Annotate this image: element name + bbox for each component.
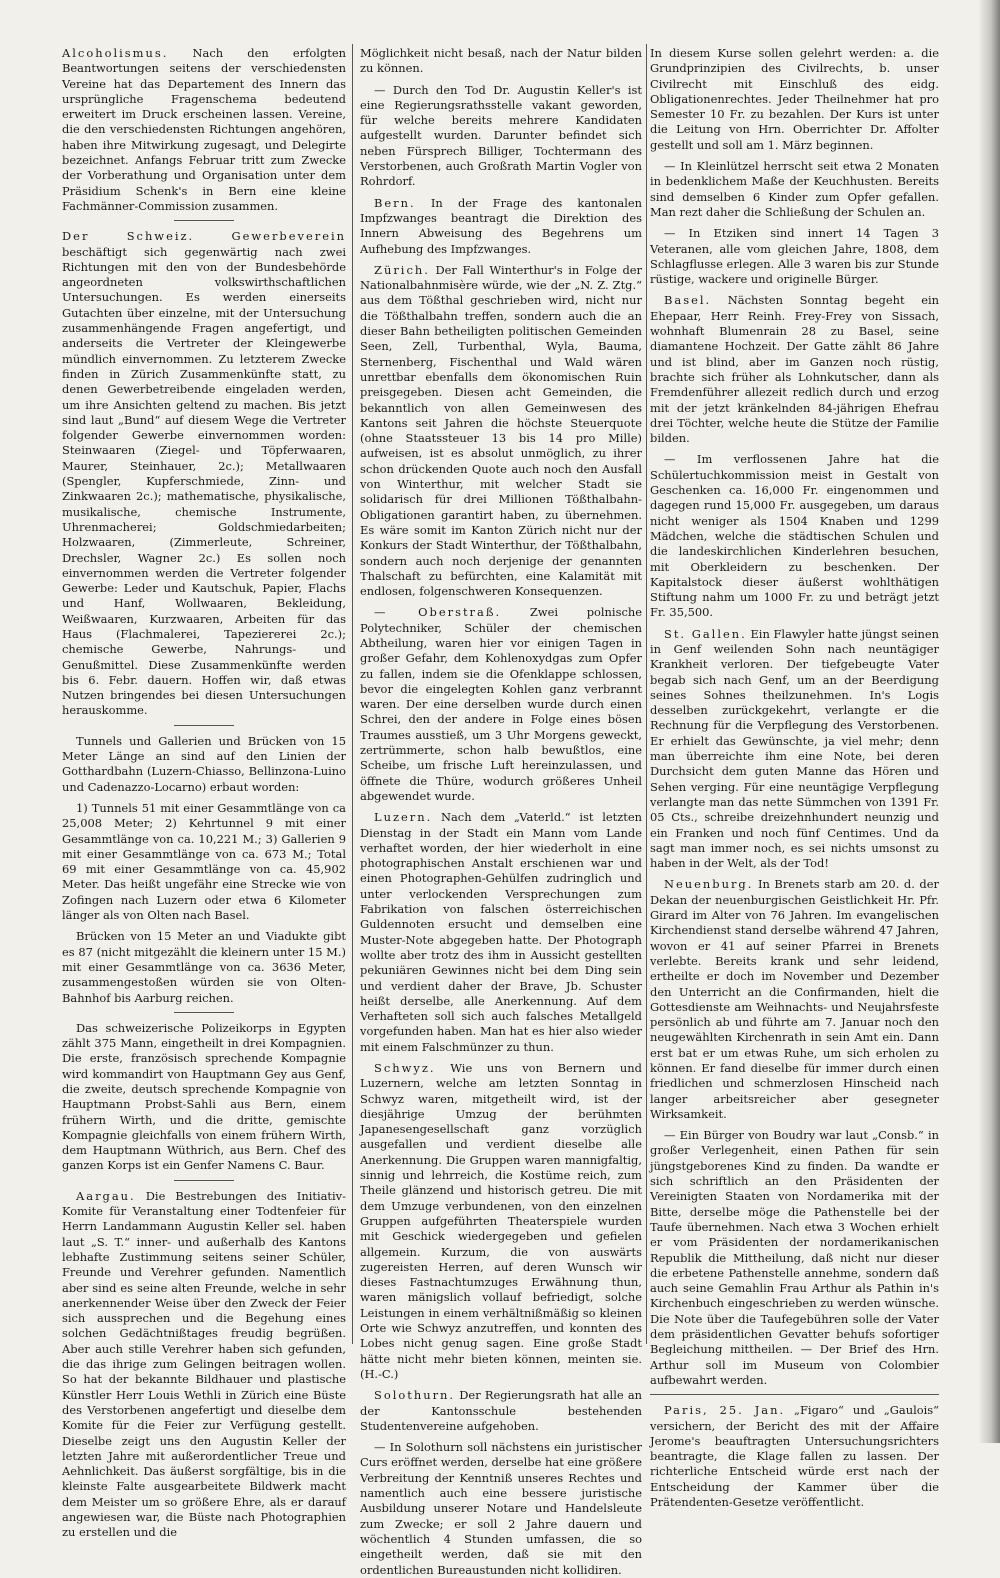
- article-solothurn-curs: [360, 1440, 642, 1578]
- article-lead: Luzern.: [374, 810, 433, 825]
- article-tod: [360, 83, 642, 190]
- article-text: Ein Flawyler hatte jüngst seinen in Genf weilenden Sohn nach neuntägiger Krankheit verloren. Der tiefgebeugte Vater begab sich nach Genf, um an der Beerdigung seines Sohnes theilzunehmen. In's Logis desselben zurückgekehrt, verlangte er die Rechnung für die Verpflegung des Verstorbenen. Er erhielt das Gewünschte, ja viel mehr; denn man überreichte ihm eine Note, bei deren Durchsicht dem guten Manne das Hören und Sehen verging. Für eine neuntägige Verpflegung verlangte man das nette Sümmchen von 1391 Fr. 05 Cts., schreibe dreizehnhundert neunzig und ein Franken und noch fünf Centimes. Und da sagt man immer noch, es sei nichts umsonst zu haben in der Welt, als der Tod!: [650, 626, 940, 871]
- separator: [174, 1180, 234, 1181]
- article-bern: [360, 196, 642, 257]
- article-text: — Ein Bürger von Boudry war laut „Consb.“ in großer Verlegenheit, einen Pathen für sein jüngstgeborenes Kind zu finden. Da wandte er sich schriftlich an den Präsidenten der Vereinigten Staaten von Nordamerika mit der Bitte, derselbe möge die Pathenstelle bei der Taufe übernehmen. Nach etwa 3 Wochen erhielt er vom Präsidenten der nordamerikanischen Republik die Mittheilung, daß nicht nur dieser die erbetene Pathenstelle annehme, sondern daß auch seine Gemahlin Frau Arthur als Pathin in's Kirchenbuch eingeschrieben zu werden wünsche. Die Note über die Taufegebühren solle der Vater dem präsidentlichen Gevatter behufs sofortiger Begleichung mittheilen. — Der Brief des Hrn. Arthur soll im Museum von Colombier aufbewahrt werden.: [650, 1128, 939, 1387]
- article-text: Zwei polnische Polytechniker, Schüler der chemischen Abtheilung, waren hier vor einigen Tagen in großer Gefahr, dem Kohlenoxydgas zum Opfer zu fallen, indem sie die Ofenklappe schlossen, bevor die eingelegten Kohlen ganz verbrannt waren. Der eine derselben wurde durch einen Schrei, den der andere in Folge eines bösen Traumes ausstieß, um 3 Uhr Morgens geweckt, zertrümmerte, schon halb bewußtlos, eine Scheibe, um frische Luft hereinzulassen, und öffnete die Thüre, wodurch größeres Unheil abgewendet wurde.: [360, 605, 642, 803]
- article-etziken: [650, 226, 939, 287]
- column-middle: [360, 46, 643, 1577]
- article-text: beschäftigt sich gegenwärtig nach zwei Richtungen mit den von der Bundesbehörde angeordneten volkswirthschaftlichen Untersuchungen. Es werden einerseits Gutachten über einzelne, mit der Untersuchung zusammenhängende Fragen angefertigt, und anderseits die Vertreter der Kleingewerbe mündlich einvernommen. Zu letzterem Zwecke finden in Zürich Zusammenkünfte statt, zu denen Gewerbetreibende eingeladen werden, um ihre Ansichten geltend zu machen. Bis jetzt sind laut „Bund“ auf diesem Wege die Vertreter folgender Gewerbe einvernommen worden: Steinwaaren (Ziegel- und Töpferwaaren, Maurer, Steinhauer, 2c.); Metallwaaren (Spengler, Kupferschmiede, Zinn- und Zinkwaaren 2c.); mathematische, physikalische, musikalische, chemische Instrumente, Uhrenmacherei; Goldschmiedarbeiten; Holzwaaren, (Zimmerleute, Schreiner, Drechsler, Wagner 2c.) Es sollen noch einvernommen werden die Vertreter folgender Gewerbe: Leder und Kautschuk, Papier, Flachs und Hanf, Wollwaaren, Bekleidung, Weißwaaren, Kurzwaaren, Arbeiten für das Haus (Flachmalerei, Tapeziererei 2c.); chemische Gewerbe, Nahrungs- und Genußmittel. Diese Zusammenkünfte werden bis 6. Febr. dauern. Hoffen wir, daß etwas Nutzen bringendes bei diesen Untersuchungen herauskomme.: [62, 244, 346, 718]
- article-text: Möglichkeit nicht besaß, nach der Natur bilden zu können.: [360, 46, 642, 76]
- article-egypten: [62, 1021, 346, 1174]
- article-lead: Solothurn.: [374, 1388, 456, 1403]
- article-lead: Neuenburg.: [664, 877, 754, 892]
- article-moeglich: [360, 46, 642, 77]
- article-text: Nach dem „Vaterld.“ ist letzten Dienstag in der Stadt ein Mann vom Lande verhaftet worden, der hier wiederholt in eine photographischen Anstalt erschienen war und einen Photographen-Gehülfen zudringlich und unter verlockenden Versprechungen zum Fabrikation von falschen österreichischen Guldennoten ersucht und demselben eine Muster-Note abgegeben hatte. Der Photograph wollte aber trotz des ihm in Aussicht gestellten pekuniären Gewinnes nicht bei dem Ding sein und verdient daher der Brave, Jb. Schuster heißt derselbe, alle Anerkennung. Auf dem Verhafteten soll sich auch falsches Metallgeld vorgefunden haben. Man hat es hier also wieder mit einem Falschmünzer zu thun.: [360, 810, 642, 1054]
- article-text: Der Regierungsrath hat alle an der Kantonsschule bestehenden Studentenvereine aufgehoben.: [360, 1388, 643, 1433]
- article-aargau: [62, 1189, 346, 1541]
- article-schuelertuch: [650, 452, 939, 620]
- separator: [650, 1394, 939, 1395]
- article-text: — In Kleinlützel herrscht seit etwa 2 Monaten in bedenklichem Maße der Keuchhusten. Bereits sind demselben 6 Kinder zum Opfer gefallen. Man rezt daher die Schließung der Schulen an.: [650, 159, 939, 219]
- article-kleinluetzel: [650, 159, 939, 220]
- article-text: Nächsten Sonntag begeht ein Ehepaar, Herr Reinh. Frey-Frey von Sissach, wohnhaft Blumenrain 28 zu Basel, seine diamantene Hochzeit. Der Gatte zählt 86 Jahre und ist blind, aber im Ganzen noch rüstig, brachte sich früher als Lohnkutscher, dann als Fremdenführer allezeit redlich durch und erzog mit der jetzt kränkelnden 84-jährigen Ehefrau drei Töchter, welche heute die Stütze der Familie bilden.: [650, 293, 940, 446]
- column-right: [650, 46, 940, 1510]
- article-lead: Bern.: [374, 195, 416, 210]
- article-text: „Figaro“ und „Gaulois“ versichern, der Bericht des mit der Affaire Jerome's beauftragten Untersuchungsrichters beantragte, die Klage fallen zu lassen. Der richterliche Entscheid würde erst nach der Entscheidung der Kammer über die Prätendenten-Gesetze veröffentlicht.: [650, 1403, 939, 1510]
- article-lead: Der Schweiz. Gewerbeverein: [62, 229, 346, 244]
- article-lead: Paris, 25. Jan.: [664, 1403, 786, 1418]
- article-alcohol: [62, 46, 346, 214]
- article-text: Das schweizerische Polizeikorps in Egypten zählt 375 Mann, eingetheilt in drei Kompagnien. Die erste, französisch sprechende Kompagnie wird kommandirt von Hauptmann Gey aus Genf, die zweite, deutsch sprechende Kompagnie von Hauptmann Probst-Sahli aus Bern, einem frühern Wirth, und die dritte, gemischte Kompagnie gleichfalls von einem frühern Wirth, dem Hauptmann Wüthrich, aus Bern. Chef des ganzen Korps ist ein Genfer Namens C. Baur.: [62, 1020, 346, 1173]
- article-kurs: [650, 46, 939, 153]
- article-schwyz: [360, 1061, 642, 1382]
- article-stgallen: [650, 627, 939, 872]
- article-tunnels: [62, 734, 346, 795]
- article-text: — In Solothurn soll nächstens ein juristischer Curs eröffnet werden, derselbe hat eine größere Verbreitung der Kenntniß unseres Rechtes und namentlich auch eine bessere juristische Ausbildung unserer Notare und Handelsleute zum Zwecke; er soll 2 Jahre dauern und wöchentlich 4 Stunden umfassen, die so eingetheilt werden, daß sie mit den ordentlichen Bureaustunden nicht kollidiren.: [360, 1440, 642, 1577]
- article-lead: — Oberstraß.: [374, 605, 502, 620]
- article-lead: Alcoholismus.: [62, 46, 169, 60]
- column-rule: [646, 44, 647, 1344]
- article-text: Wie uns von Bernern und Luzernern, welche am letzten Sonntag in Schwyz waren, mitgetheilt wird, ist der diesjährige Umzug der berühmten Japanesengesellschaft ganz vorzüglich ausgefallen und verdient dieselbe alle Anerkennung. Die Gruppen waren mannigfaltig, sinnig und lehrreich, die Kostüme reich, zum Theile glänzend und historisch getreu. Die mit dem Umzuge verbundenen, von den einzelnen Gruppen aufgeführten Theaterspiele wurden mit Geschick wiedergegeben und gefielen allgemein. Kurzum, die von auswärts zugereisten Herren, auf deren Wunsch wir dieses Fastnachtumzuges Erwähnung thun, waren mänigslich vollauf befriedigt, solche Leistungen in einem verhältnißmäßig so kleinen Orte wie Schwyz anzutreffen, und konnten des Lobes nicht genug sagen. Eine große Stadt hätte nicht mehr bieten können, meinten sie. (H.-C.): [360, 1061, 642, 1381]
- article-neuenburg: [650, 877, 939, 1122]
- article-solothurn: [360, 1388, 642, 1434]
- column-left: [62, 46, 347, 1540]
- article-text: — Durch den Tod Dr. Augustin Keller's ist eine Regierungsrathsstelle vakant geworden, für welche bereits mehrere Kandidaten aufgestellt wurden. Darunter befindet sich neben Fürsprech Billiger, Tochtermann des Verstorbenen, auch Großrath Martin Vogler von Rohrdorf.: [360, 82, 642, 189]
- article-lead: Basel.: [664, 293, 712, 308]
- article-lead: Zürich.: [374, 262, 430, 277]
- article-text: — Im verflossenen Jahre hat die Schülertuchkommission meist in Gestalt von Geschenken ca. 16,000 Fr. eingenommen und dagegen rund 15,000 Fr. ausgegeben, um daraus nicht weniger als 1504 Knaben und 1299 Mädchen, welche die städtischen Schulen und die landeskirchlichen Kinderlehren besuchen, mit Oberkleidern zu beschenken. Der Kapitalstock dieser äußerst wohlthätigen Stiftung nahm um 1000 Fr. zu und beträgt jetzt Fr. 35,500.: [650, 452, 939, 620]
- article-oberstrass: [360, 605, 642, 804]
- article-gewerbe: [62, 229, 346, 719]
- article-text: Der Fall Winterthur's in Folge der Nationalbahnmisère würde, wie der „N. Z. Ztg.“ aus dem Tößthal geschrieben wird, nicht nur die Tößthalbahn treffen, sondern auch die an dieser Bahn betheiligten politischen Gemeinden Seen, Zell, Turbenthal, Wyla, Bauma, Sternenberg, Fischenthal und Wald wären unrettbar ebenfalls dem ökonomischen Ruin preisgegeben. Diesen acht Gemeinden, die bekanntlich von allen Gemeinwesen des Kantons seit Jahren die höchste Steuerquote (ohne Staatssteuer 13 bis 14 pro Mille) aufweisen, ist es absolut unmöglich, zu ihrer schon drückenden Quote auch noch den Ausfall von Winterthur, mit welcher Stadt sie solidarisch für drei Millionen Tößthalbahn-Obligationen garantirt haben, zu übernehmen. Es wäre somit im Kanton Zürich nicht nur der Konkurs der Stadt Winterthur, der Tößthalbahn, sondern auch noch derjenige der genannten Thalschaft zu befürchten, eine Kalamität mit endlosen, folgenschweren Konsequenzen.: [360, 262, 643, 599]
- separator: [174, 220, 234, 221]
- article-basel: [650, 293, 939, 446]
- article-text: — In Etziken sind innert 14 Tagen 3 Veteranen, alle vom gleichen Jahre, 1808, dem Schlagflusse erlegen. Alle 3 waren bis zur Stunde rüstige, wackere und originelle Bürger.: [650, 226, 939, 287]
- article-text: Tunnels und Gallerien und Brücken von 15 Meter Länge an sind auf den Linien der Gotthardbahn (Luzern-Chiasso, Bellinzona-Luino und Cadenazzo-Locarno) erbaut worden:: [62, 733, 346, 794]
- article-zuerich: [360, 263, 642, 600]
- article-lead: Aargau.: [76, 1188, 136, 1203]
- article-text: In Brenets starb am 20. d. der Dekan der neuenburgischen Geistlichkeit Hr. Pfr. Girard im Alter von 76 Jahren. Im evangelischen Kirchendienst stand derselbe während 47 Jahren, wovon er 41 auf seiner Pfarrei in Brenets verlebte. Bereits krank und sehr leidend, ertheilte er doch im November und Dezember den Unterricht an die Confirmanden, hielt die Gottesdienste am Weihnachts- und Neujahrsfeste persönlich ab und führte am 7. Januar noch den neugewählten Kirchenrath in sein Amt ein. Dann erst bat er um etwas Ruhe, um sich erholen zu können. Er fand dieselbe für immer durch einen friedlichen und schmerzlosen Hinscheid nach langer arbeitsreicher aber gesegneter Wirksamkeit.: [650, 877, 939, 1121]
- article-text: In der Frage des kantonalen Impfzwanges beantragt die Direktion des Innern Abweisung des Begehrens um Aufhebung des Impfzwanges.: [360, 195, 642, 256]
- article-text: Brücken von 15 Meter an und Viadukte gibt es 87 (nicht mitgezählt die kleinern unter 15 M.) mit einer Gesammtlänge von ca. 3636 Meter, zusammengestoßen würden sie von Olten-Bahnhof bis Aarburg reichen.: [62, 929, 346, 1005]
- article-tunnels-list: [62, 801, 346, 923]
- separator: [174, 725, 234, 726]
- article-text: In diesem Kurse sollen gelehrt werden: a. die Grundprinzipien des Civilrechts, b. unser Civilrecht mit Einschluß des eidg. Obligationenrechtes. Jeder Theilnehmer hat pro Semester 10 Fr. zu bezahlen. Der Kurs ist unter die Leitung von Hrn. Oberrichter Dr. Affolter gestellt und soll am 1. März beginnen.: [650, 46, 939, 152]
- article-paris: [650, 1403, 939, 1510]
- article-boudry: [650, 1128, 939, 1388]
- article-lead: St. Gallen.: [664, 626, 747, 641]
- article-text: 1) Tunnels 51 mit einer Gesammtlänge von ca 25,008 Meter; 2) Kehrtunnel 9 mit einer Gesammtlänge von ca. 10,221 M.; 3) Gallerien 9 mit einer Gesammtlänge von ca. 673 M.; Total 69 mit einer Gesammtlänge von ca. 45,902 Meter. Das heißt ungefähr eine Strecke wie von Zofingen nach Luzern oder etwa 6 Kilometer länger als von Olten nach Basel.: [62, 800, 346, 923]
- article-bruecken: [62, 929, 346, 1005]
- article-lead: Schwyz.: [374, 1061, 436, 1075]
- separator: [174, 1012, 234, 1013]
- page-edge-shadow: [978, 0, 1000, 1443]
- article-text: Die Bestrebungen des Initiativ-Komite für Veranstaltung einer Todtenfeier für Herrn Landammann Augustin Keller sel. haben laut „S. T.“ inner- und außerhalb des Kantons lebhafte Zustimmung seitens seiner Schüler, Freunde und Verehrer gefunden. Namentlich aber sind es seine alten Freunde, welche in sehr anerkennender Weise über den Zweck der Feier sich aussprechen und die Begehung eines solchen Gedächtnißtages freudig begrüßen. Aber auch stille Verehrer haben sich gefunden, die das ihrige zum Gelingen beitragen wollen. So hat der bekannte Bildhauer und plastische Künstler Herr Louis Wethli in Zürich eine Büste des Verstorbenen angefertigt und dieselbe dem Komite für die Feier zur Verfügung gestellt. Dieselbe zeigt uns den Augustin Keller der letzten Jahre mit außerordentlicher Treue und Aehnlichkeit. Das äußerst sorgfältige, bis in die kleinste Falte ausgearbeitete Bildwerk macht dem Meister um so größere Ehre, als er darauf angewiesen war, die Büste nach Photographien zu erstellen und die: [62, 1188, 347, 1540]
- article-luzern: [360, 810, 642, 1055]
- column-rule: [352, 44, 353, 1344]
- article-text: Nach den erfolgten Beantwortungen seitens der verschiedensten Vereine hat das Departement des Innern das ursprüngliche Fragenschema bedeutend erweitert im Druck erscheinen lassen. Vereine, die den verschiedensten Richtungen angehören, haben ihre Mitwirkung zugesagt, und Delegirte bezeichnet. Anfangs Februar tritt zum Zwecke der Vorberathung und Organisation unter dem Präsidium Schenk's in Bern eine kleine Fachmänner-Commission zusammen.: [62, 46, 346, 213]
